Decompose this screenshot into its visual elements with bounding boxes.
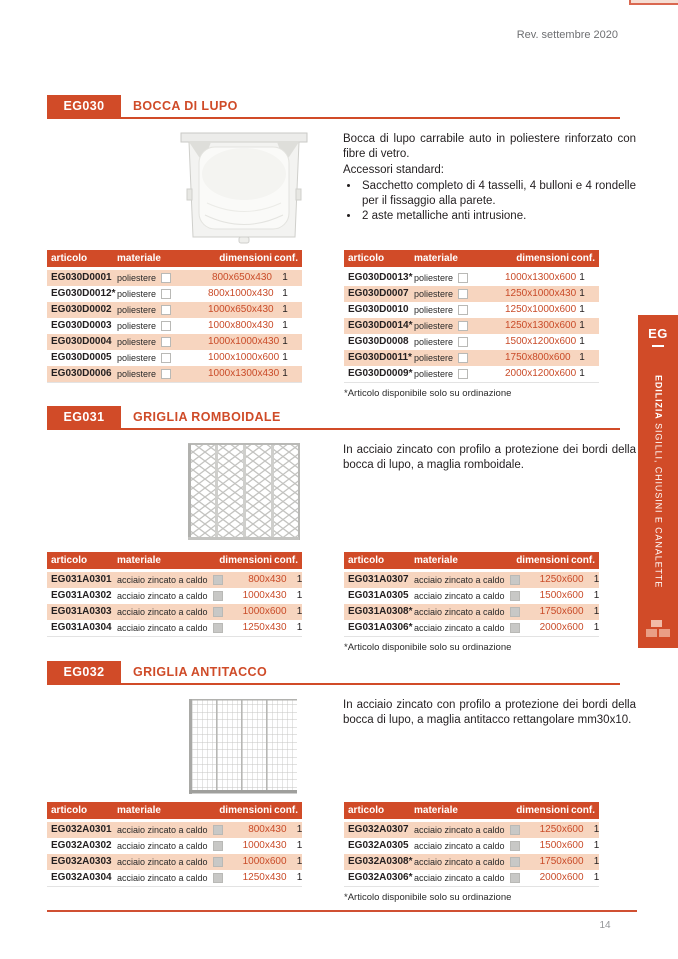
dimensions-value: 800x430: [248, 824, 287, 835]
dimensions-value: 1250x600: [539, 824, 584, 835]
material-swatch: [213, 591, 223, 601]
article-table: [47, 250, 302, 383]
footer-divider: [47, 910, 637, 912]
article-code: EG032A0308*: [348, 856, 413, 867]
material-label: acciaio zincato a caldo: [414, 591, 505, 601]
material-label: poliestere: [414, 353, 454, 363]
dimensions-value: 1250x1000x600: [505, 304, 577, 315]
article-code: EG031A0302: [51, 590, 112, 601]
pack-quantity: 1: [593, 856, 600, 867]
section-code-badge: EG031: [47, 406, 121, 428]
material-cell: [414, 838, 520, 854]
dimensions-value: 800x650x430: [211, 272, 272, 283]
table-row: [47, 572, 302, 588]
material-cell: [414, 854, 520, 870]
section-description: [343, 698, 636, 729]
material-label: acciaio zincato a caldo: [414, 841, 505, 851]
pack-quantity: 1: [296, 606, 303, 617]
column-header: materiale: [117, 805, 161, 816]
dimensions-value: 1750x600: [539, 606, 584, 617]
material-label: acciaio zincato a caldo: [414, 623, 505, 633]
section-eg032: [47, 661, 636, 906]
article-table: [344, 802, 599, 903]
material-swatch: [458, 305, 468, 315]
column-header: conf.: [274, 805, 298, 816]
material-cell: [117, 302, 208, 318]
material-swatch: [510, 825, 520, 835]
section-title: GRIGLIA ROMBOIDALE: [133, 410, 281, 424]
article-table: [47, 802, 302, 887]
material-swatch: [510, 607, 520, 617]
article-code: EG030D0005: [51, 352, 112, 363]
article-code: EG030D0008: [348, 336, 409, 347]
article-code: EG032A0303: [51, 856, 112, 867]
material-swatch: [213, 857, 223, 867]
ordering-footnote: *Articolo disponibile solo su ordinazione: [344, 892, 512, 903]
material-cell: [117, 286, 208, 302]
dimensions-value: 1250x600: [539, 574, 584, 585]
table-body: [47, 572, 302, 637]
section-code-badge: EG032: [47, 661, 121, 683]
column-header: materiale: [117, 555, 161, 566]
material-swatch: [213, 873, 223, 883]
article-code: EG030D0012*: [51, 288, 116, 299]
dimensions-value: 1250x430: [242, 622, 287, 633]
pack-quantity: 1: [282, 272, 288, 283]
table-row: [47, 318, 302, 334]
table-row: [47, 286, 302, 302]
table-row: [344, 838, 599, 854]
ordering-footnote: *Articolo disponibile solo su ordinazione: [344, 642, 512, 653]
table-row: [344, 286, 599, 302]
table-row: [344, 620, 599, 636]
article-code: EG032A0304: [51, 872, 112, 883]
dimensions-value: 1250x1000x430: [505, 288, 577, 299]
section-description: [343, 132, 636, 225]
material-cell: [414, 270, 505, 286]
table-body: [344, 822, 599, 887]
material-cell: [117, 870, 223, 886]
pack-quantity: 1: [282, 304, 288, 315]
article-code: EG030D0013*: [348, 272, 413, 283]
pack-quantity: 1: [579, 288, 585, 299]
previous-tab-remnant: [629, 0, 678, 5]
material-label: acciaio zincato a caldo: [117, 591, 208, 601]
material-label: poliestere: [117, 289, 157, 299]
material-swatch: [161, 289, 171, 299]
pack-quantity: 1: [593, 872, 600, 883]
side-tab-divider: [652, 345, 664, 347]
article-code: EG030D0003: [51, 320, 112, 331]
section-eg030: [47, 95, 636, 399]
material-swatch: [213, 607, 223, 617]
material-swatch: [161, 337, 171, 347]
column-header: articolo: [51, 555, 88, 566]
material-swatch: [213, 825, 223, 835]
accessories-list-item: • Sacchetto completo di 4 tasselli, 4 bulloni e 4 rondelle per il fissaggio alla parete.: [360, 179, 636, 210]
material-label: acciaio zincato a caldo: [414, 607, 505, 617]
article-code: EG030D0009*: [348, 368, 413, 379]
description-paragraph: In acciaio zincato con profilo a protezione dei bordi della bocca di lupo, a maglia romboidale.: [343, 444, 636, 472]
griglia-antitacco-product-photo: [187, 696, 301, 798]
section-title: BOCCA DI LUPO: [133, 99, 238, 113]
dimensions-value: 2000x1200x600: [505, 368, 577, 379]
material-label: poliestere: [117, 273, 157, 283]
dimensions-value: 2000x600: [539, 872, 584, 883]
material-swatch: [161, 305, 171, 315]
description-paragraph: Bocca di lupo carrabile auto in poliestere rinforzato con fibre di vetro.: [343, 133, 636, 161]
material-label: acciaio zincato a caldo: [117, 623, 208, 633]
material-cell: [117, 572, 223, 588]
pack-quantity: 1: [579, 368, 585, 379]
column-header: dimensioni: [219, 555, 272, 566]
article-code: EG030D0002: [51, 304, 112, 315]
material-swatch: [458, 289, 468, 299]
column-header: articolo: [348, 253, 385, 264]
column-header: conf.: [571, 555, 595, 566]
table-row: [344, 318, 599, 334]
material-label: acciaio zincato a caldo: [414, 873, 505, 883]
article-table: [344, 552, 599, 653]
column-header: conf.: [571, 253, 595, 264]
table-header-row: [47, 250, 302, 267]
table-row: [344, 588, 599, 604]
section-header: [47, 406, 620, 430]
pack-quantity: 1: [593, 622, 600, 633]
material-cell: [414, 604, 520, 620]
table-row: [344, 334, 599, 350]
table-header-row: [344, 250, 599, 267]
table-header-row: [344, 552, 599, 569]
dimensions-value: 1000x1300x600: [505, 272, 577, 283]
table-row: [47, 870, 302, 886]
dimensions-value: 1000x600: [242, 856, 287, 867]
material-swatch: [510, 857, 520, 867]
material-label: poliestere: [414, 289, 454, 299]
column-header: materiale: [414, 805, 458, 816]
article-code: EG032A0302: [51, 840, 112, 851]
pack-quantity: 1: [282, 336, 288, 347]
dimensions-value: 1000x430: [242, 840, 287, 851]
page-number: 14: [599, 920, 611, 931]
section-description: [343, 443, 636, 474]
table-row: [344, 302, 599, 318]
material-cell: [117, 822, 223, 838]
section-title: GRIGLIA ANTITACCO: [133, 665, 268, 679]
dimensions-value: 800x1000x430: [208, 288, 274, 299]
column-header: articolo: [51, 253, 88, 264]
material-label: acciaio zincato a caldo: [117, 825, 208, 835]
description-paragraph: Accessori standard:: [343, 163, 444, 176]
material-label: poliestere: [117, 321, 157, 331]
ordering-footnote: *Articolo disponibile solo su ordinazione: [344, 388, 512, 399]
material-label: acciaio zincato a caldo: [117, 841, 208, 851]
material-swatch: [510, 575, 520, 585]
dimensions-value: 2000x600: [539, 622, 584, 633]
side-tab-label-family: EDILIZIA: [653, 375, 664, 420]
material-swatch: [161, 273, 171, 283]
material-label: acciaio zincato a caldo: [117, 575, 208, 585]
material-label: acciaio zincato a caldo: [117, 607, 208, 617]
dimensions-value: 1000x600: [242, 606, 287, 617]
pack-quantity: 1: [296, 856, 303, 867]
material-cell: [117, 270, 208, 286]
material-cell: [414, 286, 505, 302]
article-code: EG030D0001: [51, 272, 112, 283]
article-table: [47, 552, 302, 637]
material-label: poliestere: [117, 369, 157, 379]
column-header: materiale: [414, 253, 458, 264]
dimensions-value: 1000x650x430: [208, 304, 274, 315]
material-cell: [117, 588, 223, 604]
material-swatch: [161, 321, 171, 331]
material-cell: [117, 838, 223, 854]
table-row: [47, 854, 302, 870]
dimensions-value: 1000x1000x600: [208, 352, 280, 363]
article-code: EG030D0006: [51, 368, 112, 379]
dimensions-value: 1000x800x430: [208, 320, 274, 331]
table-row: [344, 870, 599, 886]
pack-quantity: 1: [579, 336, 585, 347]
article-code: EG030D0004: [51, 336, 112, 347]
article-code: EG032A0305: [348, 840, 409, 851]
material-label: acciaio zincato a caldo: [414, 575, 505, 585]
pack-quantity: 1: [296, 872, 303, 883]
dimensions-value: 1000x430: [242, 590, 287, 601]
pack-quantity: 1: [593, 574, 600, 585]
table-body: [344, 572, 599, 637]
article-code: EG030D0014*: [348, 320, 413, 331]
dimensions-value: 800x430: [248, 574, 287, 585]
table-row: [47, 302, 302, 318]
dimensions-value: 1000x1300x430: [208, 368, 280, 379]
material-cell: [414, 302, 505, 318]
material-cell: [414, 620, 520, 636]
article-table: [344, 250, 599, 399]
material-cell: [117, 366, 208, 382]
table-row: [344, 822, 599, 838]
table-row: [344, 604, 599, 620]
dimensions-value: 1000x1000x430: [208, 336, 280, 347]
pack-quantity: 1: [593, 606, 600, 617]
material-swatch: [510, 841, 520, 851]
material-swatch: [510, 873, 520, 883]
column-header: articolo: [348, 805, 385, 816]
table-body: [344, 270, 599, 383]
material-swatch: [161, 353, 171, 363]
article-code: EG030D0010: [348, 304, 409, 315]
material-cell: [117, 350, 208, 366]
table-row: [47, 270, 302, 286]
pack-quantity: 1: [593, 590, 600, 601]
article-code: EG032A0306*: [348, 872, 413, 883]
table-row: [47, 604, 302, 620]
table-row: [344, 366, 599, 382]
table-body: [47, 270, 302, 383]
article-code: EG030D0007: [348, 288, 409, 299]
material-label: poliestere: [414, 305, 454, 315]
material-cell: [414, 572, 520, 588]
table-header-row: [344, 802, 599, 819]
article-code: EG031A0308*: [348, 606, 413, 617]
accessories-list-item: • 2 aste metalliche anti intrusione.: [360, 209, 636, 224]
table-row: [47, 822, 302, 838]
material-cell: [117, 334, 208, 350]
material-swatch: [510, 623, 520, 633]
material-swatch: [458, 273, 468, 283]
article-code: EG031A0301: [51, 574, 112, 585]
pack-quantity: 1: [593, 824, 600, 835]
table-body: [47, 822, 302, 887]
description-paragraph: In acciaio zincato con profilo a protezione dei bordi della bocca di lupo, a maglia antitacco rettangolare mm30x10.: [343, 699, 636, 727]
material-label: poliestere: [117, 337, 157, 347]
article-code: EG031A0303: [51, 606, 112, 617]
article-code: EG031A0304: [51, 622, 112, 633]
material-label: acciaio zincato a caldo: [414, 825, 505, 835]
table-row: [47, 620, 302, 636]
dimensions-value: 1750x800x600: [505, 352, 571, 363]
dimensions-value: 1500x1200x600: [505, 336, 577, 347]
dimensions-value: 1750x600: [539, 856, 584, 867]
material-swatch: [458, 369, 468, 379]
column-header: materiale: [117, 253, 161, 264]
pack-quantity: 1: [579, 352, 585, 363]
material-cell: [414, 822, 520, 838]
pack-quantity: 1: [296, 840, 303, 851]
dimensions-value: 1250x430: [242, 872, 287, 883]
dimensions-value: 1500x600: [539, 590, 584, 601]
material-cell: [414, 366, 505, 382]
side-tab-eg: [638, 315, 678, 648]
material-swatch: [213, 841, 223, 851]
revision-date: Rev. settembre 2020: [516, 29, 618, 41]
side-tab-code: EG: [648, 326, 668, 341]
article-code: EG031A0307: [348, 574, 409, 585]
pack-quantity: 1: [579, 272, 585, 283]
table-row: [47, 334, 302, 350]
table-row: [344, 350, 599, 366]
material-cell: [414, 870, 520, 886]
section-code-badge: EG030: [47, 95, 121, 117]
material-swatch: [510, 591, 520, 601]
side-tab-label-rest: SIGILLI, CHIUSINI E CANALETTE: [653, 419, 664, 589]
material-label: poliestere: [414, 337, 454, 347]
pack-quantity: 1: [282, 288, 288, 299]
material-swatch: [458, 321, 468, 331]
article-code: EG031A0305: [348, 590, 409, 601]
column-header: dimensioni: [219, 805, 272, 816]
pack-quantity: 1: [579, 304, 585, 315]
material-label: poliestere: [414, 273, 454, 283]
bricks-icon: [646, 620, 670, 637]
column-header: dimensioni: [516, 555, 569, 566]
accessories-list: [343, 179, 636, 225]
article-code: EG031A0306*: [348, 622, 413, 633]
bocca-di-lupo-product-photo: [179, 131, 309, 245]
material-label: poliestere: [117, 305, 157, 315]
article-code: EG032A0301: [51, 824, 112, 835]
griglia-romboidale-product-photo: [187, 442, 301, 544]
dimensions-value: 1250x1300x600: [505, 320, 577, 331]
material-label: poliestere: [414, 321, 454, 331]
pack-quantity: 1: [282, 352, 288, 363]
material-label: acciaio zincato a caldo: [117, 857, 208, 867]
material-cell: [117, 620, 223, 636]
table-row: [47, 366, 302, 382]
material-label: acciaio zincato a caldo: [414, 857, 505, 867]
column-header: articolo: [51, 805, 88, 816]
material-swatch: [161, 369, 171, 379]
material-cell: [414, 588, 520, 604]
material-label: poliestere: [117, 353, 157, 363]
material-cell: [414, 350, 505, 366]
article-code: EG030D0011*: [348, 352, 412, 363]
table-row: [344, 854, 599, 870]
pack-quantity: 1: [282, 320, 288, 331]
material-label: poliestere: [414, 369, 454, 379]
table-row: [344, 572, 599, 588]
pack-quantity: 1: [296, 824, 303, 835]
dimensions-value: 1500x600: [539, 840, 584, 851]
pack-quantity: 1: [282, 368, 288, 379]
material-swatch: [213, 623, 223, 633]
material-cell: [414, 334, 505, 350]
table-row: [47, 350, 302, 366]
pack-quantity: 1: [296, 574, 303, 585]
article-code: EG032A0307: [348, 824, 409, 835]
column-header: materiale: [414, 555, 458, 566]
column-header: dimensioni: [516, 805, 569, 816]
material-cell: [117, 318, 208, 334]
table-row: [47, 588, 302, 604]
column-header: conf.: [571, 805, 595, 816]
column-header: articolo: [348, 555, 385, 566]
column-header: dimensioni: [219, 253, 272, 264]
section-header: [47, 661, 620, 685]
material-cell: [117, 854, 223, 870]
pack-quantity: 1: [296, 622, 303, 633]
pack-quantity: 1: [579, 320, 585, 331]
material-cell: [117, 604, 223, 620]
section-header: [47, 95, 620, 119]
column-header: dimensioni: [516, 253, 569, 264]
material-cell: [414, 318, 505, 334]
column-header: conf.: [274, 253, 298, 264]
material-swatch: [458, 353, 468, 363]
material-swatch: [458, 337, 468, 347]
material-swatch: [213, 575, 223, 585]
pack-quantity: 1: [296, 590, 303, 601]
table-header-row: [47, 552, 302, 569]
table-row: [344, 270, 599, 286]
side-tab-label: [654, 375, 663, 588]
table-row: [47, 838, 302, 854]
table-header-row: [47, 802, 302, 819]
pack-quantity: 1: [593, 840, 600, 851]
material-label: acciaio zincato a caldo: [117, 873, 208, 883]
column-header: conf.: [274, 555, 298, 566]
section-eg031: [47, 406, 636, 653]
